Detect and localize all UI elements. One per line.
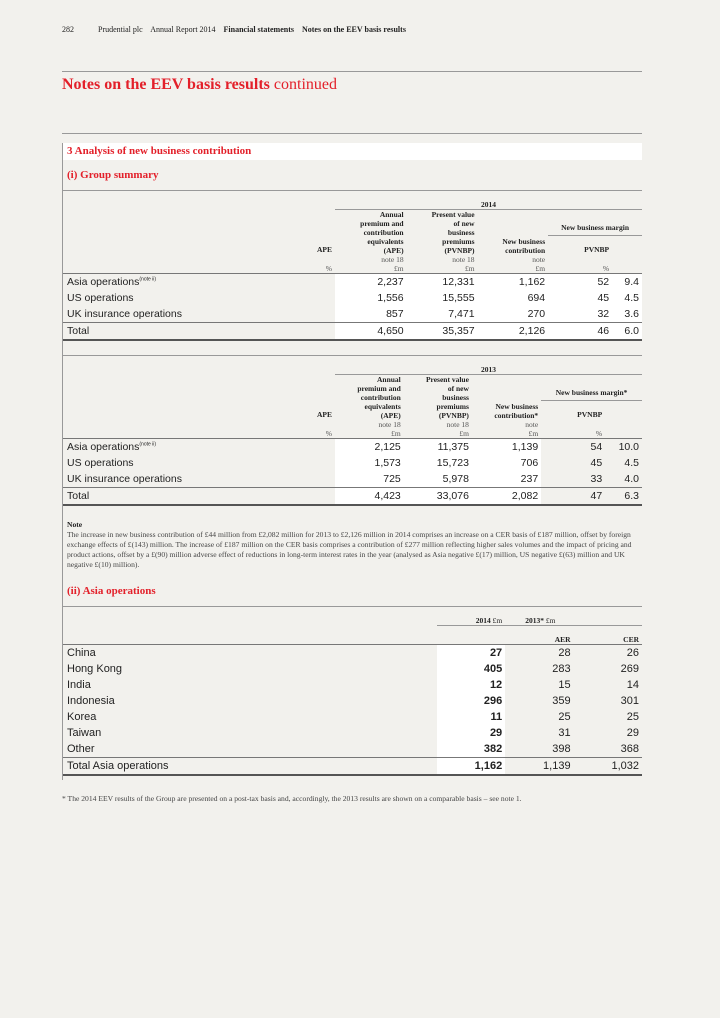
cell-value: 6.3	[605, 488, 642, 506]
running-header	[62, 24, 642, 35]
margin-pvnbp-header: PVNBP %	[584, 245, 610, 273]
table-row	[63, 471, 642, 488]
table-row	[63, 645, 642, 662]
row-label: Taiwan	[67, 726, 102, 739]
cell-value: 2,126	[478, 323, 549, 341]
section-container	[62, 143, 642, 780]
cell-value: 4,423	[335, 488, 404, 506]
table-row	[63, 323, 642, 341]
row-label: Asia operations$^{(note ii)}$	[63, 274, 335, 291]
row-label: Hong Kong	[67, 662, 123, 675]
total-row	[63, 758, 642, 776]
cell-value: 7,471	[407, 306, 478, 323]
page-title: Notes on the EEV basis results continued	[62, 76, 337, 93]
cell-value: 12,331	[407, 274, 478, 291]
cell-value: 269	[620, 662, 639, 675]
cell-value: 15,723	[404, 455, 472, 471]
cell-value: 359	[552, 694, 571, 707]
asia-heading: (ii) Asia operations	[67, 585, 156, 597]
cell-value: 1,139	[505, 758, 573, 776]
cell-value: 26	[574, 645, 642, 662]
cell-value: 2,082	[472, 488, 541, 506]
col-aer: AER	[554, 635, 571, 644]
ape-header: Annual premium and contribution equivalents (APE) note 18 £m	[360, 210, 404, 273]
asia-table	[63, 607, 642, 776]
cell-value: 382	[437, 741, 505, 758]
pvnbp-header: Present value of new business premiums (PVNBP) note 18 £m	[425, 375, 469, 438]
cell-value: 45	[590, 456, 603, 469]
table-row	[63, 488, 642, 506]
cell-value: 11	[437, 709, 505, 725]
cell-value: 25	[558, 710, 571, 723]
table-row	[63, 274, 642, 291]
group-summary-heading: (i) Group summary	[67, 169, 159, 181]
cell-value: 45	[548, 290, 612, 306]
divider	[62, 71, 642, 72]
table-row	[63, 306, 642, 323]
table-row	[63, 709, 642, 725]
table-row	[63, 677, 642, 693]
cell-value: 15	[558, 678, 571, 691]
cell-value: 1,032	[574, 758, 642, 776]
cell-value: 296	[437, 693, 505, 709]
cell-value: 301	[620, 694, 639, 707]
cell-value: 10.0	[605, 439, 642, 456]
cell-value: 1,573	[335, 455, 404, 471]
cell-value: 2,125	[335, 439, 404, 456]
cell-value: 3.6	[612, 306, 642, 323]
margin-header: New business margin	[548, 210, 642, 236]
footnote: * The 2014 EEV results of the Group are presented on a post-tax basis and, accordingly, the 2013 results are shown on a comparable basis – see note 1.	[62, 794, 522, 803]
table-row	[63, 661, 642, 677]
table-row	[63, 439, 642, 456]
cell-value: 4.5	[624, 456, 639, 469]
row-label: UK insurance operations	[67, 472, 182, 485]
cell-value: 29	[437, 725, 505, 741]
table-row	[63, 693, 642, 709]
row-label: Total	[63, 488, 335, 506]
row-label: Korea	[67, 710, 97, 723]
year-header: 2014	[335, 191, 642, 210]
cell-value: 1,139	[472, 439, 541, 456]
cell-value: 4.5	[612, 290, 642, 306]
ape-header: Annual premium and contribution equivalents (APE) note 18 £m	[357, 375, 401, 438]
cell-value: 33	[590, 472, 603, 485]
cell-value: 27	[437, 645, 505, 662]
cell-value: 33,076	[404, 488, 472, 506]
pvnbp-header: Present value of new business premiums (PVNBP) note 18 £m	[431, 210, 475, 273]
col-2014: 2014 £m	[437, 607, 505, 626]
table-row	[63, 741, 642, 758]
cell-value: 29	[626, 726, 639, 739]
cell-value: 14	[626, 678, 639, 691]
cell-value: 31	[558, 726, 571, 739]
table-row	[63, 290, 642, 306]
group-summary-2014-table	[63, 191, 642, 341]
cell-value: 1,162	[478, 274, 549, 291]
cell-value: 46	[548, 323, 612, 341]
col-cer: CER	[623, 635, 639, 644]
row-label: Indonesia	[67, 694, 115, 707]
divider	[62, 133, 642, 134]
cell-value: 694	[478, 290, 549, 306]
cell-value: 15,555	[407, 290, 478, 306]
section: Financial statements	[223, 25, 294, 34]
cell-value: 706	[472, 455, 541, 471]
row-label: China	[63, 645, 437, 662]
row-label: Asia operations$^{(note ii)}$	[63, 439, 335, 456]
cell-value: 4.0	[624, 472, 639, 485]
cell-value: 1,556	[335, 290, 407, 306]
cell-value: 28	[505, 645, 573, 662]
section-heading: 3 Analysis of new business contribution	[63, 143, 642, 160]
margin-pvnbp-header: PVNBP %	[577, 410, 603, 438]
margin-ape-header: APE %	[317, 410, 332, 438]
cell-value: 405	[437, 661, 505, 677]
cell-value: 54	[541, 439, 605, 456]
row-label: India	[67, 678, 91, 691]
year-header: 2013	[335, 356, 642, 375]
cell-value: 237	[472, 471, 541, 488]
nbc-header: New business contribution note £m	[502, 237, 546, 273]
cell-value: 725	[335, 471, 404, 488]
chapter: Notes on the EEV basis results	[301, 25, 406, 34]
cell-value: 270	[478, 306, 549, 323]
note: Note The increase in new business contribution of £44 million from £2,082 million for 2013 to £2,126 million in 2014 comprises an increase on a CER basis of £187 million, offset by foreign exchange effects of £(143) million. The increase of £187 million on the CER basis comprises a contribution of £277 million reflecting higher sales volumes and the impact of pricing and product actions, offset by a £(90) million adverse effect of reductions in long-term interest rates in the year (analysed as Asia negative £(17) million, US negative £(63) million and UK negative £(10) million).	[67, 520, 632, 569]
table-row	[63, 455, 642, 471]
cell-value: 368	[620, 742, 639, 755]
cell-value: 25	[626, 710, 639, 723]
cell-value: 9.4	[612, 274, 642, 291]
cell-value: 5,978	[404, 471, 472, 488]
cell-value: 12	[437, 677, 505, 693]
cell-value: 47	[541, 488, 605, 506]
row-label: Total Asia operations	[63, 758, 437, 776]
cell-value: 398	[552, 742, 571, 755]
row-label: US operations	[67, 291, 134, 304]
cell-value: 4,650	[335, 323, 407, 341]
cell-value: 2,237	[335, 274, 407, 291]
nbc-header: New business contribution* note £m	[494, 402, 539, 438]
margin-ape-header: APE %	[317, 245, 332, 273]
cell-value: 11,375	[404, 439, 472, 456]
cell-value: 857	[335, 306, 407, 323]
row-label: Other	[67, 742, 95, 755]
table-row	[63, 725, 642, 741]
group-summary-2013-table	[63, 356, 642, 506]
report: Annual Report 2014	[150, 25, 216, 34]
page-number: 282	[62, 25, 74, 34]
row-label: US operations	[67, 456, 134, 469]
cell-value: 52	[548, 274, 612, 291]
margin-header: New business margin*	[541, 375, 642, 401]
cell-value: 283	[552, 662, 571, 675]
company: Prudential plc	[98, 25, 143, 34]
row-label: Total	[63, 323, 335, 341]
row-label: UK insurance operations	[67, 307, 182, 320]
cell-value: 32	[548, 306, 612, 323]
col-2013: 2013* £m	[505, 607, 642, 626]
cell-value: 1,162	[437, 758, 505, 776]
cell-value: 35,357	[407, 323, 478, 341]
cell-value: 6.0	[612, 323, 642, 341]
